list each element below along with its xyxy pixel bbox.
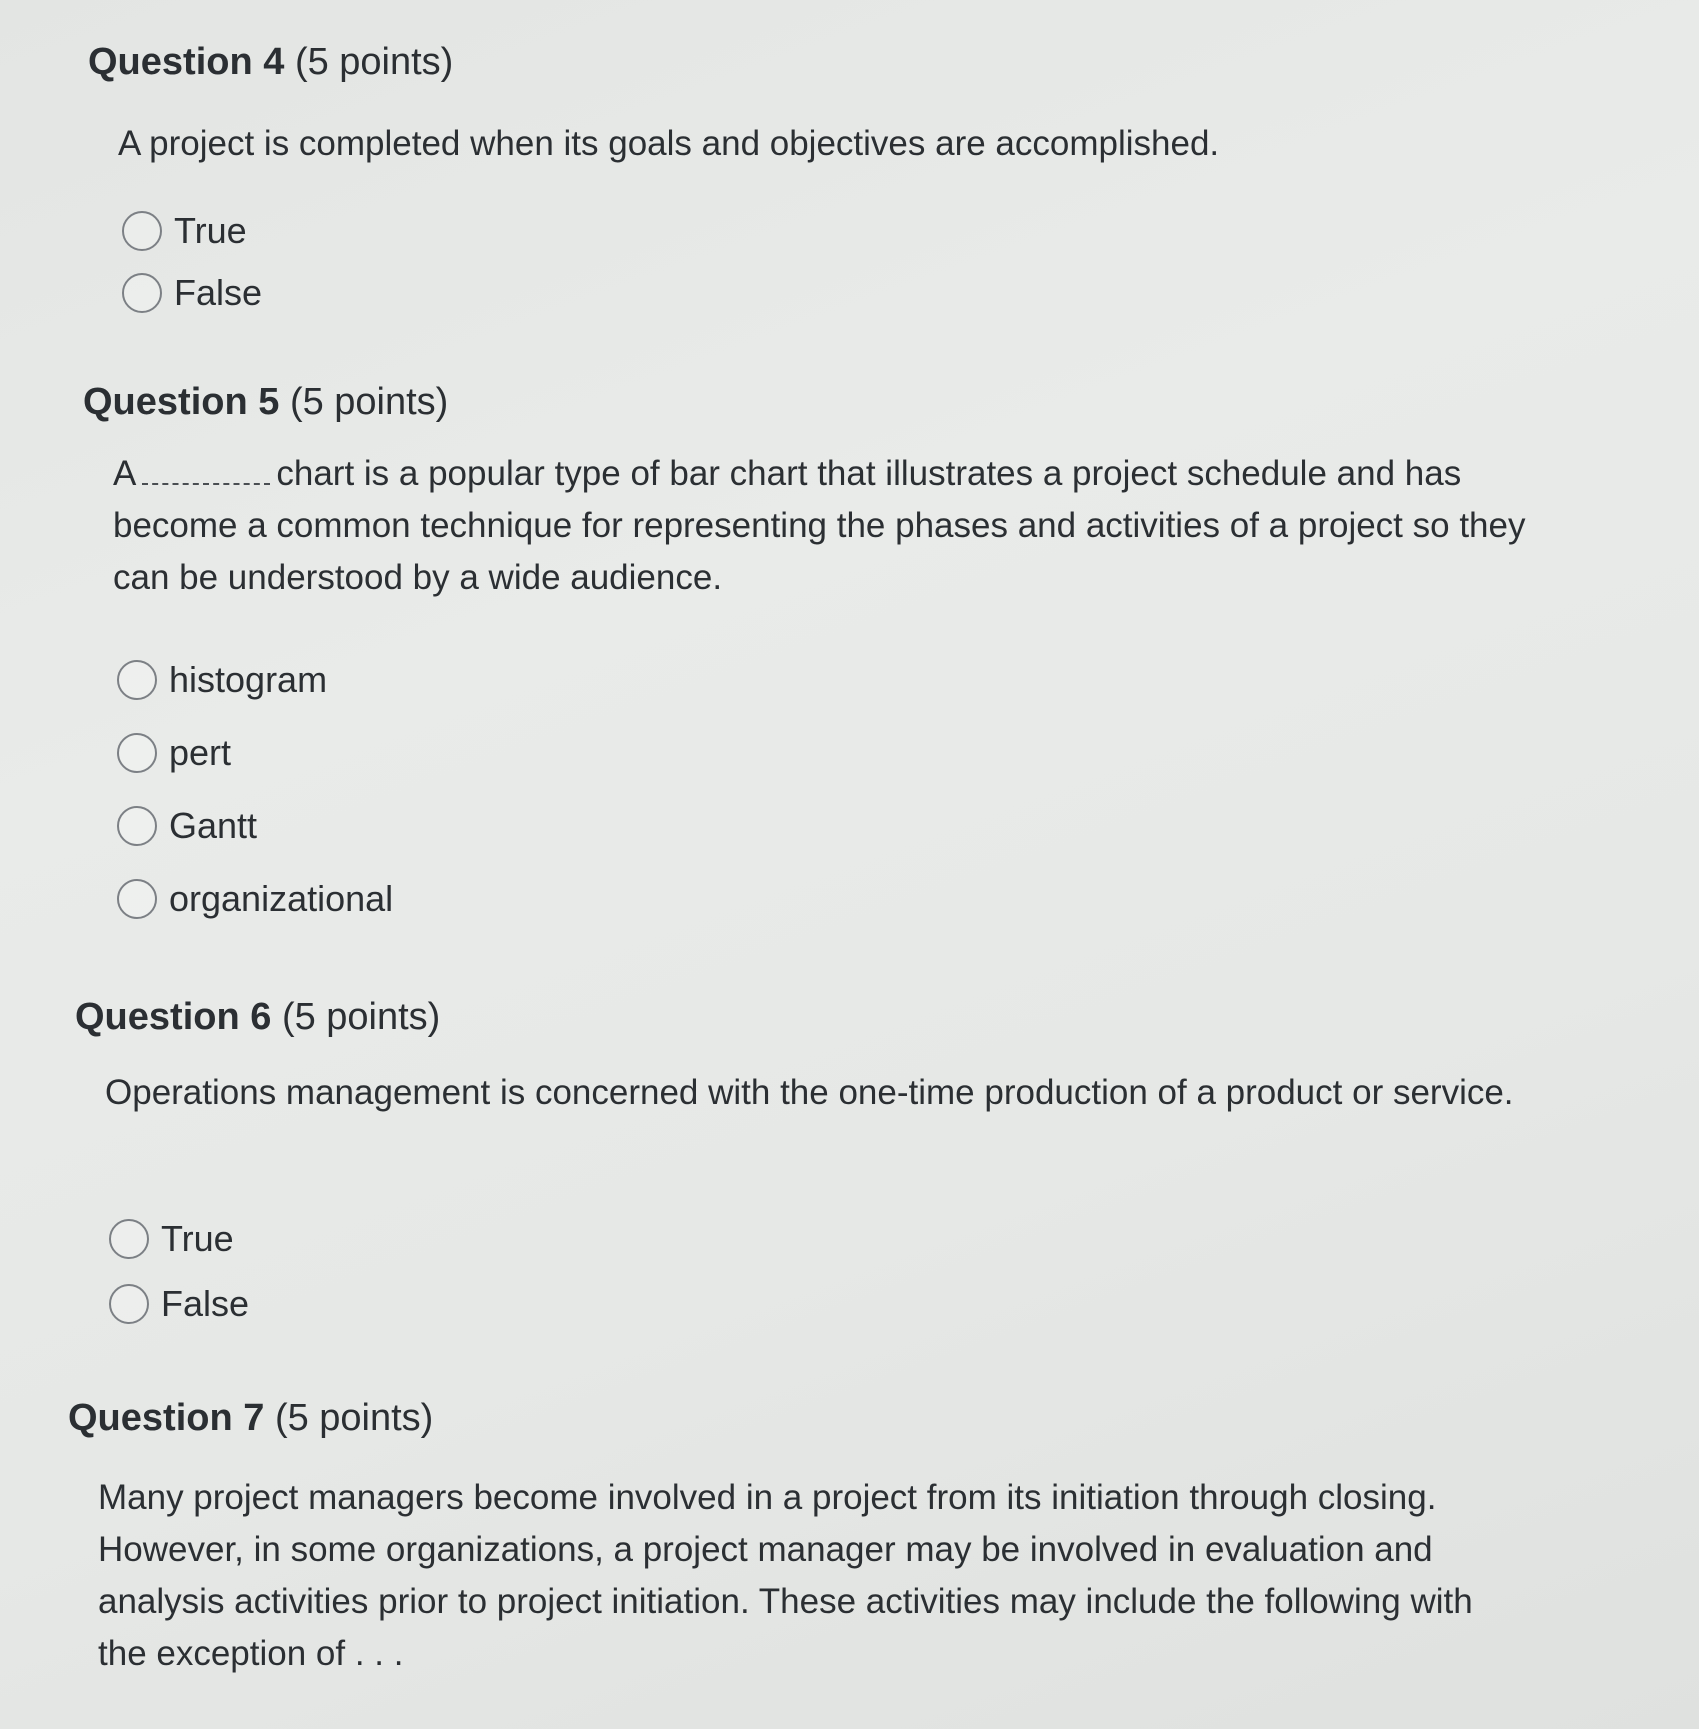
radio-button[interactable] bbox=[109, 1284, 149, 1324]
question-6-heading bbox=[75, 995, 1595, 1041]
question-points: (5 points) bbox=[281, 996, 441, 1038]
option-label: False bbox=[174, 272, 263, 313]
radio-button[interactable] bbox=[117, 733, 157, 773]
radio-button[interactable] bbox=[109, 1219, 149, 1259]
option-label: organizational bbox=[169, 877, 394, 919]
question-5-text bbox=[113, 448, 1543, 604]
question-7-text: Many project managers become involved in a project from its initiation through closing. However, in some organizations, a project manager may be involved in evaluation and analysis activities prior to project initiation. These activities may include the following with the exception of . . . bbox=[98, 1478, 1473, 1673]
question-points: (5 points) bbox=[289, 381, 449, 423]
question-4-text: A project is completed when its goals and objectives are accomplished. bbox=[118, 124, 1220, 163]
option-label: True bbox=[174, 210, 247, 251]
question-4-options bbox=[122, 200, 262, 324]
option-label: histogram bbox=[169, 658, 328, 700]
text-before-blank: A bbox=[113, 454, 137, 493]
option-histogram[interactable] bbox=[117, 643, 393, 716]
radio-button[interactable] bbox=[122, 211, 162, 251]
radio-button[interactable] bbox=[122, 273, 162, 313]
question-5-options bbox=[117, 643, 393, 935]
radio-button[interactable] bbox=[117, 806, 157, 846]
question-points: (5 points) bbox=[274, 1397, 434, 1439]
question-number: Question 6 bbox=[75, 996, 272, 1038]
question-5-heading bbox=[83, 380, 1603, 426]
option-label: True bbox=[161, 1217, 234, 1259]
question-number: Question 5 bbox=[83, 381, 280, 423]
question-6-options bbox=[109, 1206, 249, 1336]
radio-button[interactable] bbox=[117, 879, 157, 919]
option-true[interactable] bbox=[122, 200, 262, 262]
option-label: Gantt bbox=[169, 804, 258, 846]
question-6 bbox=[75, 995, 1595, 1324]
option-false[interactable] bbox=[109, 1271, 249, 1336]
option-label: pert bbox=[169, 731, 232, 773]
option-organizational[interactable] bbox=[117, 862, 393, 935]
option-pert[interactable] bbox=[117, 716, 393, 789]
question-6-text: Operations management is concerned with the one-time production of a product or service. bbox=[105, 1073, 1514, 1112]
text-after-blank: chart is a popular type of bar chart that illustrates a project schedule and has become a common technique for representing the phases and activities of a project so they can be understood by a wide audience. bbox=[113, 454, 1526, 597]
question-4 bbox=[88, 40, 1588, 313]
question-number: Question 4 bbox=[88, 41, 285, 83]
option-label: False bbox=[161, 1282, 250, 1324]
question-points: (5 points) bbox=[294, 41, 454, 83]
question-5 bbox=[83, 380, 1603, 919]
option-true[interactable] bbox=[109, 1206, 249, 1271]
question-7 bbox=[68, 1396, 1588, 1673]
option-gantt[interactable] bbox=[117, 789, 393, 862]
answer-blank bbox=[142, 457, 270, 485]
question-7-heading bbox=[68, 1396, 1588, 1442]
question-4-heading bbox=[88, 40, 1588, 86]
radio-button[interactable] bbox=[117, 660, 157, 700]
question-number: Question 7 bbox=[68, 1397, 265, 1439]
option-false[interactable] bbox=[122, 262, 262, 324]
